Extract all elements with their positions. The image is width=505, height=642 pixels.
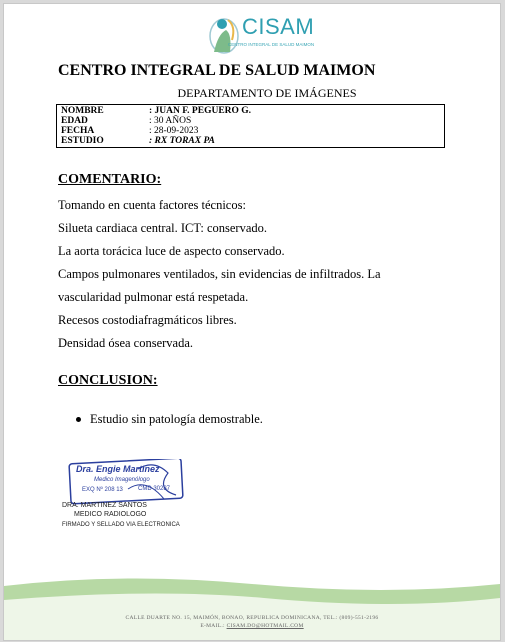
conclusion-item	[76, 412, 263, 427]
clinic-title: CENTRO INTEGRAL DE SALUD MAIMON	[58, 62, 376, 79]
signature-title: MEDICO RADIOLOGO	[74, 511, 147, 518]
stamp-exq: EXQ Nº 208 13	[82, 487, 123, 493]
comment-line: Tomando en cuenta factores técnicos:	[58, 198, 246, 212]
stamp-cmd: CMD 30287	[138, 486, 171, 492]
info-label: EDAD	[61, 116, 88, 126]
stamp-role: Medico Imagenólogo	[94, 477, 150, 483]
footer-email-link[interactable]: CISAM.DO@HOTMAIL.COM	[226, 623, 304, 629]
patient-info-box	[56, 104, 445, 148]
footer-email	[4, 623, 500, 629]
info-value: : JUAN F. PEGUERO G.	[149, 106, 252, 116]
info-value: : RX TORAX PA	[149, 136, 215, 146]
doctor-stamp	[68, 459, 188, 507]
comment-heading: COMENTARIO:	[58, 172, 162, 187]
info-label: NOMBRE	[61, 106, 104, 116]
info-label: FECHA	[61, 126, 95, 136]
comment-line: Densidad ósea conservada.	[58, 336, 194, 350]
comment-line: vascularidad pulmonar está respetada.	[58, 290, 249, 304]
comment-body	[58, 194, 448, 355]
logo-tagline: CENTRO INTEGRAL DE SALUD MAIMON	[228, 42, 315, 47]
info-value: : 30 AÑOS	[149, 116, 192, 126]
stamp-name: Dra. Engie Martinez	[76, 464, 160, 474]
comment-line: Recesos costodiafragmáticos libres.	[58, 313, 237, 327]
cisam-logo	[204, 12, 314, 56]
signature-note: FIRMADO Y SELLADO VIA ELECTRONICA	[62, 522, 180, 528]
comment-line: Silueta cardiaca central. ICT: conservado.	[58, 221, 268, 235]
info-label: ESTUDIO	[61, 136, 104, 146]
document-page	[3, 3, 501, 641]
logo-mark-icon	[204, 12, 244, 56]
footer-wave	[4, 578, 500, 640]
footer-address: CALLE DUARTE NO. 15, MAIMÓN, BONAO, REPUBLICA DOMINICANA, TEL.: (809)-551-2196	[125, 615, 379, 621]
logo-name: CISAM	[242, 14, 315, 39]
footer-email-label: E-MAIL.:	[200, 623, 225, 629]
info-value: : 28-09-2023	[149, 126, 199, 136]
signature-name: DRA. MARTINEZ SANTOS	[62, 502, 147, 509]
department-title: DEPARTAMENTO DE IMÁGENES	[177, 86, 357, 100]
comment-line: La aorta torácica luce de aspecto conservado.	[58, 244, 285, 258]
bullet-icon	[76, 417, 81, 422]
conclusion-text: Estudio sin patología demostrable.	[90, 412, 263, 426]
info-row-name	[61, 106, 440, 116]
info-row-age	[61, 116, 440, 126]
info-row-date	[61, 126, 440, 136]
conclusion-heading: CONCLUSION:	[58, 373, 158, 388]
info-row-study	[61, 136, 440, 146]
comment-line: Campos pulmonares ventilados, sin evidencias de infiltrados. La	[58, 267, 381, 281]
